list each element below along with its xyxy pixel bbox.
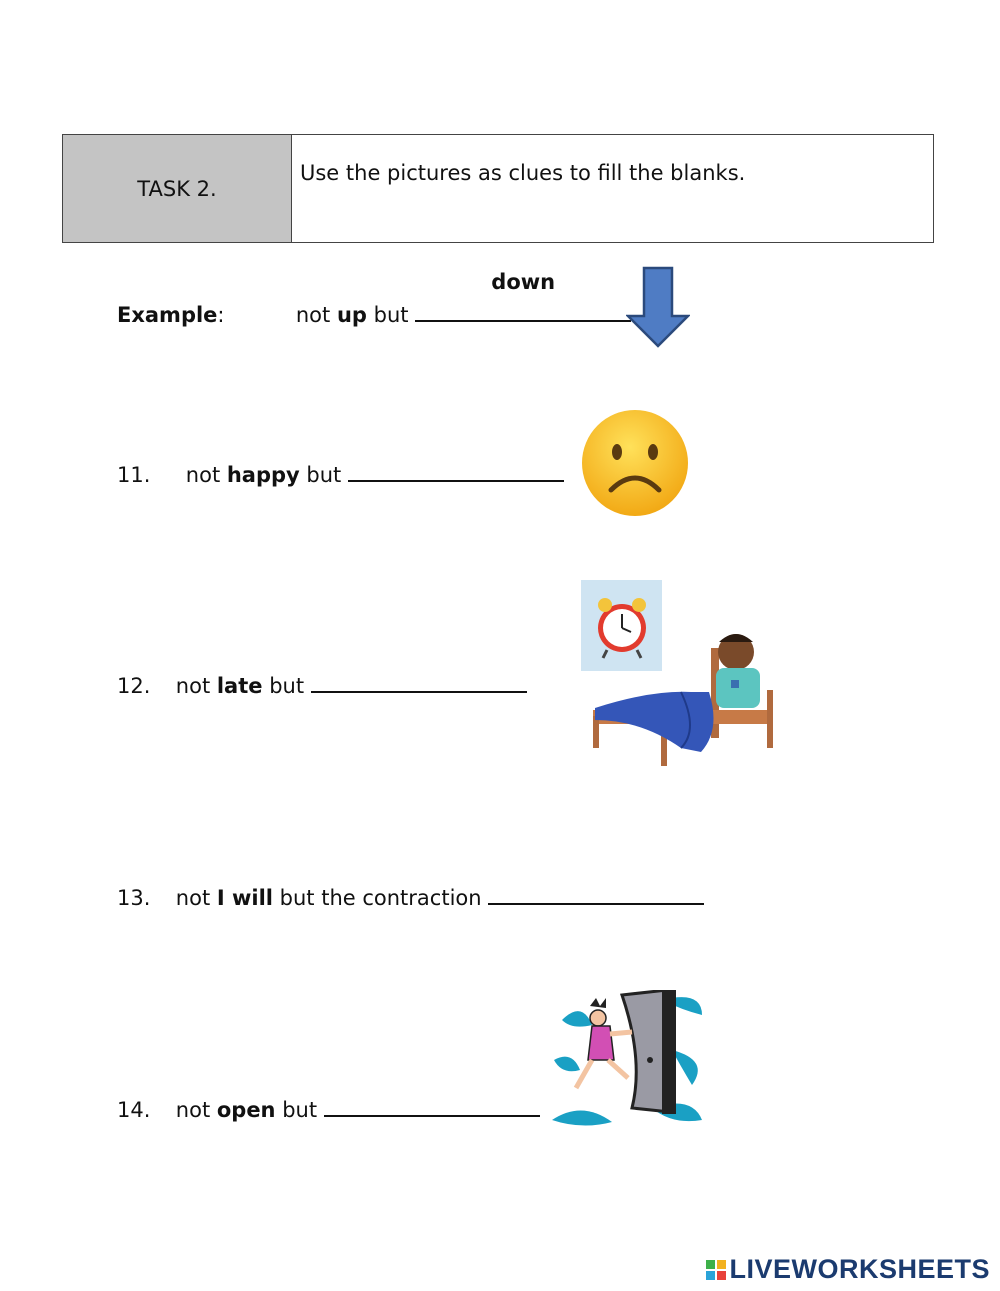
answer-blank-13[interactable] xyxy=(488,885,704,905)
liveworksheets-logo xyxy=(706,1254,990,1285)
answer-blank-11[interactable] xyxy=(348,462,564,482)
question-number: 12. xyxy=(117,674,151,698)
answer-blank-12[interactable] xyxy=(311,673,527,693)
logo-blocks-icon xyxy=(706,1260,726,1280)
answer-blank-14[interactable] xyxy=(324,1097,540,1117)
question-number: 14. xyxy=(117,1098,151,1122)
task-label: TASK 2. xyxy=(63,135,292,242)
logo-text: LIVEWORKSHEETS xyxy=(729,1254,990,1284)
task-header xyxy=(62,134,934,243)
example-row: Example: not up but down xyxy=(117,302,631,327)
alarm-clock-boy-waking xyxy=(581,580,777,768)
example-answer-blank xyxy=(415,270,631,322)
down-arrow-icon xyxy=(626,266,690,348)
question-12: 12. not late but xyxy=(117,673,527,698)
question-14: 14. not open but xyxy=(117,1097,540,1122)
girl-slamming-door xyxy=(552,990,710,1132)
question-13: 13. not I will but the contraction xyxy=(117,885,704,910)
sad-face-icon xyxy=(579,408,691,518)
example-label: Example xyxy=(117,303,218,327)
question-number: 11. xyxy=(117,463,151,487)
question-number: 13. xyxy=(117,886,151,910)
example-answer: down xyxy=(491,270,556,294)
question-11: 11. not happy but xyxy=(117,462,564,487)
task-instruction: Use the pictures as clues to fill the blanks. xyxy=(292,135,933,242)
